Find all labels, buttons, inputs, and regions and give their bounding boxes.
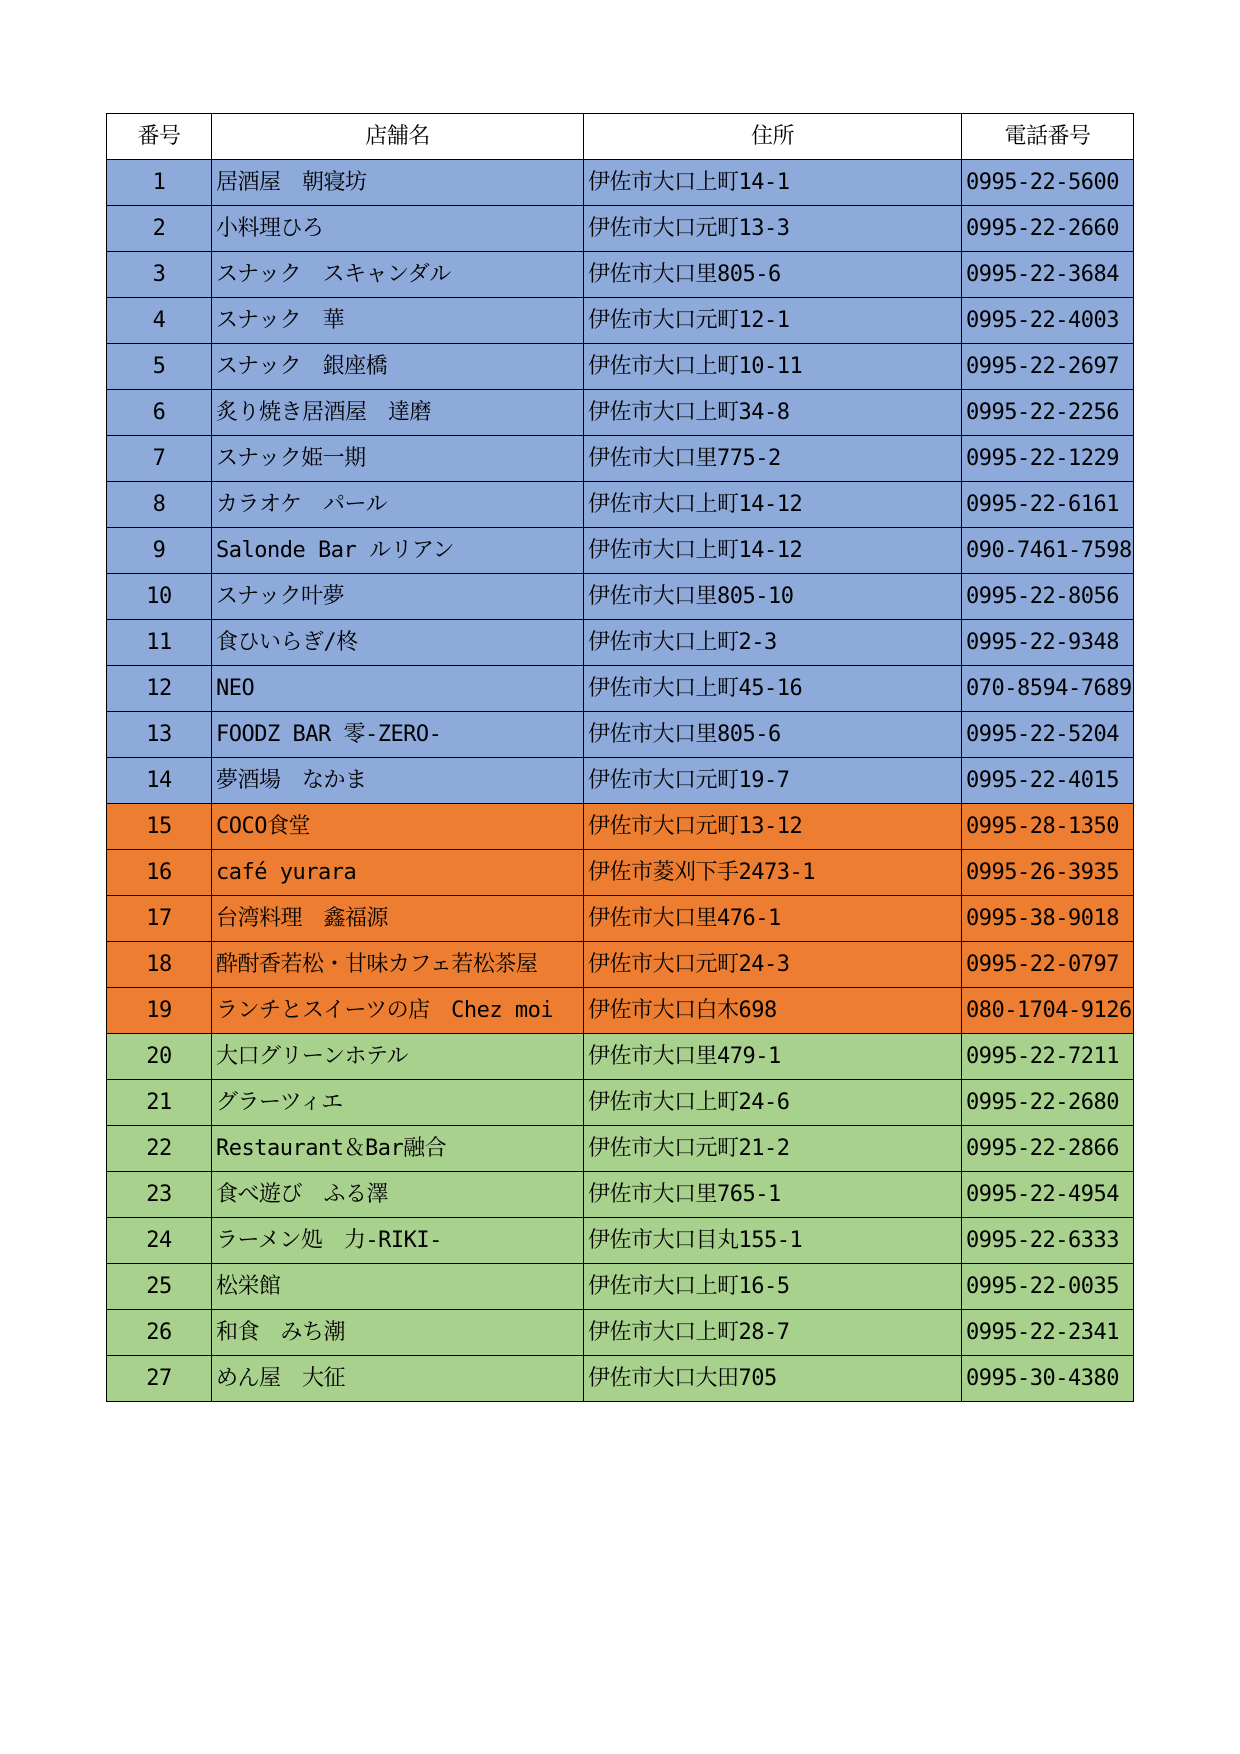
table-row bbox=[107, 436, 1134, 482]
cell-address: 伊佐市大口元町19-7 bbox=[584, 758, 962, 804]
cell-number: 6 bbox=[107, 390, 212, 436]
cell-address: 伊佐市大口上町14-12 bbox=[584, 482, 962, 528]
header-row bbox=[107, 114, 1134, 160]
cell-number: 21 bbox=[107, 1080, 212, 1126]
cell-shop-name: Restaurant＆Bar融合 bbox=[212, 1126, 584, 1172]
cell-address: 伊佐市大口大田705 bbox=[584, 1356, 962, 1402]
cell-address: 伊佐市大口元町12-1 bbox=[584, 298, 962, 344]
cell-shop-name: 炙り焼き居酒屋 達磨 bbox=[212, 390, 584, 436]
cell-number: 18 bbox=[107, 942, 212, 988]
cell-shop-name: Salonde Bar ルリアン bbox=[212, 528, 584, 574]
cell-number: 3 bbox=[107, 252, 212, 298]
cell-address: 伊佐市大口元町13-3 bbox=[584, 206, 962, 252]
cell-phone: 0995-22-2660 bbox=[962, 206, 1134, 252]
cell-number: 19 bbox=[107, 988, 212, 1034]
cell-phone: 0995-22-0797 bbox=[962, 942, 1134, 988]
cell-phone: 0995-22-8056 bbox=[962, 574, 1134, 620]
cell-phone: 0995-22-9348 bbox=[962, 620, 1134, 666]
cell-shop-name: カラオケ パール bbox=[212, 482, 584, 528]
cell-shop-name: スナック 銀座橋 bbox=[212, 344, 584, 390]
cell-shop-name: 酔酎香若松・甘味カフェ若松茶屋 bbox=[212, 942, 584, 988]
cell-address: 伊佐市大口上町24-6 bbox=[584, 1080, 962, 1126]
cell-address: 伊佐市大口目丸155-1 bbox=[584, 1218, 962, 1264]
header-shop-name: 店舗名 bbox=[212, 114, 584, 160]
cell-address: 伊佐市大口元町13-12 bbox=[584, 804, 962, 850]
cell-phone: 0995-22-2341 bbox=[962, 1310, 1134, 1356]
header-number: 番号 bbox=[107, 114, 212, 160]
cell-phone: 0995-22-5600 bbox=[962, 160, 1134, 206]
table-row bbox=[107, 252, 1134, 298]
cell-phone: 090-7461-7598 bbox=[962, 528, 1134, 574]
table-row bbox=[107, 1080, 1134, 1126]
cell-address: 伊佐市大口上町10-11 bbox=[584, 344, 962, 390]
cell-shop-name: スナック 華 bbox=[212, 298, 584, 344]
cell-phone: 0995-30-4380 bbox=[962, 1356, 1134, 1402]
table-row bbox=[107, 1310, 1134, 1356]
table-row bbox=[107, 528, 1134, 574]
cell-address: 伊佐市大口上町14-12 bbox=[584, 528, 962, 574]
cell-number: 5 bbox=[107, 344, 212, 390]
cell-number: 23 bbox=[107, 1172, 212, 1218]
cell-phone: 0995-28-1350 bbox=[962, 804, 1134, 850]
table-row bbox=[107, 896, 1134, 942]
cell-address: 伊佐市大口里805-10 bbox=[584, 574, 962, 620]
table-row bbox=[107, 344, 1134, 390]
header-phone: 電話番号 bbox=[962, 114, 1134, 160]
cell-address: 伊佐市大口上町34-8 bbox=[584, 390, 962, 436]
cell-phone: 0995-22-1229 bbox=[962, 436, 1134, 482]
cell-address: 伊佐市菱刈下手2473-1 bbox=[584, 850, 962, 896]
table-row bbox=[107, 1264, 1134, 1310]
cell-number: 16 bbox=[107, 850, 212, 896]
cell-shop-name: 食べ遊び ふる澤 bbox=[212, 1172, 584, 1218]
cell-number: 24 bbox=[107, 1218, 212, 1264]
table-row bbox=[107, 804, 1134, 850]
table-row bbox=[107, 1034, 1134, 1080]
cell-number: 11 bbox=[107, 620, 212, 666]
cell-shop-name: ラーメン処 力-RIKI- bbox=[212, 1218, 584, 1264]
shop-list-sheet bbox=[106, 113, 1134, 1402]
cell-phone: 0995-22-4954 bbox=[962, 1172, 1134, 1218]
table-row bbox=[107, 942, 1134, 988]
cell-phone: 0995-22-2256 bbox=[962, 390, 1134, 436]
cell-address: 伊佐市大口里775-2 bbox=[584, 436, 962, 482]
cell-address: 伊佐市大口白木698 bbox=[584, 988, 962, 1034]
cell-number: 17 bbox=[107, 896, 212, 942]
cell-number: 20 bbox=[107, 1034, 212, 1080]
cell-number: 27 bbox=[107, 1356, 212, 1402]
cell-phone: 080-1704-9126 bbox=[962, 988, 1134, 1034]
table-row bbox=[107, 850, 1134, 896]
cell-phone: 0995-22-2697 bbox=[962, 344, 1134, 390]
cell-address: 伊佐市大口上町28-7 bbox=[584, 1310, 962, 1356]
cell-shop-name: 居酒屋 朝寝坊 bbox=[212, 160, 584, 206]
cell-number: 12 bbox=[107, 666, 212, 712]
table-row bbox=[107, 988, 1134, 1034]
table-row bbox=[107, 298, 1134, 344]
cell-address: 伊佐市大口上町2-3 bbox=[584, 620, 962, 666]
cell-phone: 0995-26-3935 bbox=[962, 850, 1134, 896]
cell-shop-name: 和食 みち潮 bbox=[212, 1310, 584, 1356]
cell-shop-name: スナック叶夢 bbox=[212, 574, 584, 620]
cell-address: 伊佐市大口里765-1 bbox=[584, 1172, 962, 1218]
cell-shop-name: 松栄館 bbox=[212, 1264, 584, 1310]
cell-phone: 0995-38-9018 bbox=[962, 896, 1134, 942]
cell-phone: 070-8594-7689 bbox=[962, 666, 1134, 712]
cell-number: 25 bbox=[107, 1264, 212, 1310]
cell-shop-name: FOODZ BAR 零-ZERO- bbox=[212, 712, 584, 758]
cell-address: 伊佐市大口上町45-16 bbox=[584, 666, 962, 712]
cell-shop-name: 小料理ひろ bbox=[212, 206, 584, 252]
table-row bbox=[107, 390, 1134, 436]
cell-phone: 0995-22-4003 bbox=[962, 298, 1134, 344]
cell-number: 2 bbox=[107, 206, 212, 252]
table-row bbox=[107, 758, 1134, 804]
table-body bbox=[107, 160, 1134, 1402]
cell-shop-name: スナック姫一期 bbox=[212, 436, 584, 482]
cell-number: 26 bbox=[107, 1310, 212, 1356]
cell-phone: 0995-22-6333 bbox=[962, 1218, 1134, 1264]
header-address: 住所 bbox=[584, 114, 962, 160]
cell-number: 8 bbox=[107, 482, 212, 528]
cell-shop-name: めん屋 大征 bbox=[212, 1356, 584, 1402]
cell-phone: 0995-22-7211 bbox=[962, 1034, 1134, 1080]
cell-address: 伊佐市大口上町16-5 bbox=[584, 1264, 962, 1310]
cell-phone: 0995-22-6161 bbox=[962, 482, 1134, 528]
cell-shop-name: 大口グリーンホテル bbox=[212, 1034, 584, 1080]
cell-number: 13 bbox=[107, 712, 212, 758]
cell-shop-name: café yurara bbox=[212, 850, 584, 896]
cell-shop-name: グラーツィエ bbox=[212, 1080, 584, 1126]
cell-shop-name: NEO bbox=[212, 666, 584, 712]
cell-number: 14 bbox=[107, 758, 212, 804]
table-row bbox=[107, 620, 1134, 666]
cell-phone: 0995-22-2680 bbox=[962, 1080, 1134, 1126]
cell-number: 9 bbox=[107, 528, 212, 574]
cell-shop-name: 台湾料理 鑫福源 bbox=[212, 896, 584, 942]
cell-number: 1 bbox=[107, 160, 212, 206]
table-row bbox=[107, 1172, 1134, 1218]
table-row bbox=[107, 1218, 1134, 1264]
table-row bbox=[107, 666, 1134, 712]
cell-address: 伊佐市大口里805-6 bbox=[584, 252, 962, 298]
table-row bbox=[107, 712, 1134, 758]
table-row bbox=[107, 482, 1134, 528]
cell-address: 伊佐市大口里479-1 bbox=[584, 1034, 962, 1080]
table-row bbox=[107, 160, 1134, 206]
cell-shop-name: ランチとスイーツの店 Chez moi bbox=[212, 988, 584, 1034]
cell-number: 15 bbox=[107, 804, 212, 850]
cell-phone: 0995-22-2866 bbox=[962, 1126, 1134, 1172]
table-row bbox=[107, 1356, 1134, 1402]
cell-number: 22 bbox=[107, 1126, 212, 1172]
cell-address: 伊佐市大口里805-6 bbox=[584, 712, 962, 758]
cell-address: 伊佐市大口上町14-1 bbox=[584, 160, 962, 206]
shop-table bbox=[106, 113, 1134, 1402]
cell-shop-name: スナック スキャンダル bbox=[212, 252, 584, 298]
cell-shop-name: 夢酒場 なかま bbox=[212, 758, 584, 804]
cell-phone: 0995-22-0035 bbox=[962, 1264, 1134, 1310]
cell-address: 伊佐市大口元町21-2 bbox=[584, 1126, 962, 1172]
cell-number: 4 bbox=[107, 298, 212, 344]
table-row bbox=[107, 574, 1134, 620]
table-row bbox=[107, 1126, 1134, 1172]
cell-shop-name: 食ひいらぎ/柊 bbox=[212, 620, 584, 666]
cell-phone: 0995-22-5204 bbox=[962, 712, 1134, 758]
cell-number: 10 bbox=[107, 574, 212, 620]
cell-address: 伊佐市大口元町24-3 bbox=[584, 942, 962, 988]
cell-address: 伊佐市大口里476-1 bbox=[584, 896, 962, 942]
cell-shop-name: COCO食堂 bbox=[212, 804, 584, 850]
cell-phone: 0995-22-3684 bbox=[962, 252, 1134, 298]
table-row bbox=[107, 206, 1134, 252]
cell-phone: 0995-22-4015 bbox=[962, 758, 1134, 804]
cell-number: 7 bbox=[107, 436, 212, 482]
